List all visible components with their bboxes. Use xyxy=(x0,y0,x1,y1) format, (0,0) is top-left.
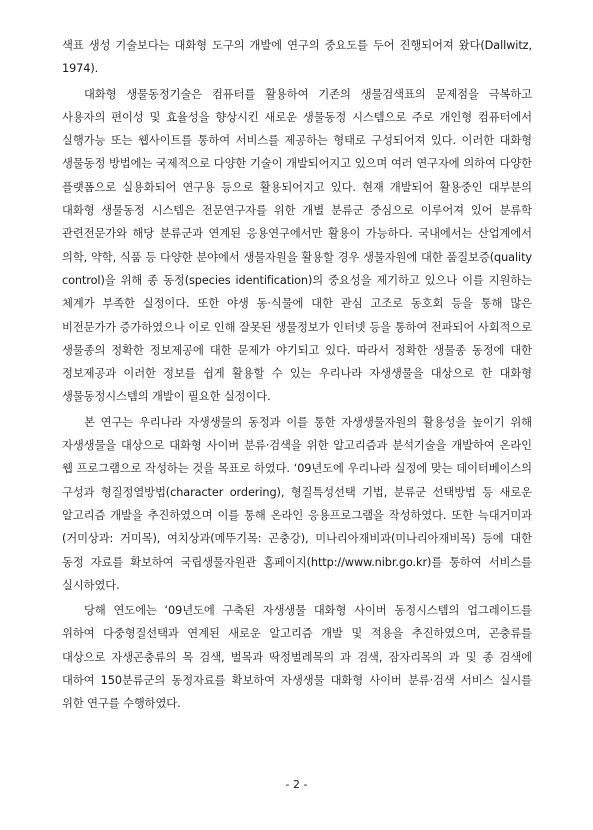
paragraph-2: 대화형 생물동정기술은 컴퓨터를 활용하여 기존의 생물검색표의 문제점을 극복하고 사용자의 편이성 및 효율성을 향상시킨 새로운 생물동정 시스템으로 주로 개인형 컴퓨터에서 실행가능 또는 웹사이트를 통하여 서비스를 제공하는 형태로 구성되어져 있다. 이러한 대화형 생물동정 방법에는 국제적으로 다양한 기술이 개발되어지고 있으며 여러 연구자에 의하여 다양한 플랫폼으로 실용화되어 연구용 등으로 활용되어지고 있다. 현재 개발되어 활용중인 대부분의 대화형 생물동정 시스템은 전문연구자를 위한 개별 분류군 중심으로 이루어져 있어 분류학 관련전문가와 해당 분류군과 연계된 응용연구에서만 활용이 가능하다. 국내에서는 산업계에서 의학, 약학, 식품 등 다양한 분야에서 생물자원을 활용할 경우 생물자원에 대한 품질보증(quality control)을 위해 종 동정(species identification)의 중요성을 제기하고 있으나 이를 지원하는 체계가 부족한 실정이다. 또한 야생 동·식물에 대한 관심 고조로 동호회 등을 통해 많은 비전문가가 증가하였으나 이로 인해 잘못된 생물정보가 인터넷 등을 통하여 전파되어 사회적으로 생물종의 정확한 정보제공에 대한 문제가 야기되고 있다. 따라서 정확한 생물종 동정에 대한 정보제공과 이러한 정보를 쉽게 활용할 수 있는 우리나라 자생생물을 대상으로 한 대화형 생물동정시스템의 개발이 필요한 실정이다. xyxy=(62,87,532,404)
document-body xyxy=(62,34,532,716)
paragraph-1: 색표 생성 기술보다는 대화형 도구의 개발에 연구의 중요도를 두어 진행되어져 왔다(Dallwitz, 1974). xyxy=(62,39,532,76)
paragraph-3: 본 연구는 우리나라 자생생물의 동정과 이를 통한 자생생물자원의 활용성을 높이기 위해 자생생물을 대상으로 대화형 사이버 분류·검색을 위한 알고리즘과 분석기술을 개발하여 온라인 웹 프로그램으로 작성하는 것을 목표로 하였다. ‘09년도에 우리나라 실정에 맞는 데이터베이스의 구성과 형질정열방법(character ordering), 형질특성선택 기법, 분류군 선택방법 등 새로운 알고리즘 개발을 추진하였으며 이를 통해 온라인 응용프로그램을 작성하였다. 또한 늑대거미과(거미상과: 거미목), 여치상과(메뚜기목: 곤충강), 미나리아재비과(미나리아재비목) 등에 대한 동정 자료를 확보하여 국립생물자원관 홈페이지(http://www.nibr.go.kr)를 통하여 서비스를 실시하였다. xyxy=(62,415,532,592)
page-number: - 2 - xyxy=(285,778,308,791)
paragraph-4: 당해 연도에는 ‘09년도에 구축된 자생생물 대화형 사이버 동정시스템의 업그레이드를 위하여 다중형질선택과 연계된 새로운 알고리즘 개발 및 적용을 추진하였으며, 곤충류를 대상으로 자생곤충류의 목 검색, 벌목과 딱정벌레목의 과 검색, 잠자리목의 과 및 종 검색에 대하여 150분류군의 동정자료를 확보하여 자생생물 대화형 사이버 분류·검색 서비스 실시를 위한 연구를 수행하였다. xyxy=(62,604,532,711)
